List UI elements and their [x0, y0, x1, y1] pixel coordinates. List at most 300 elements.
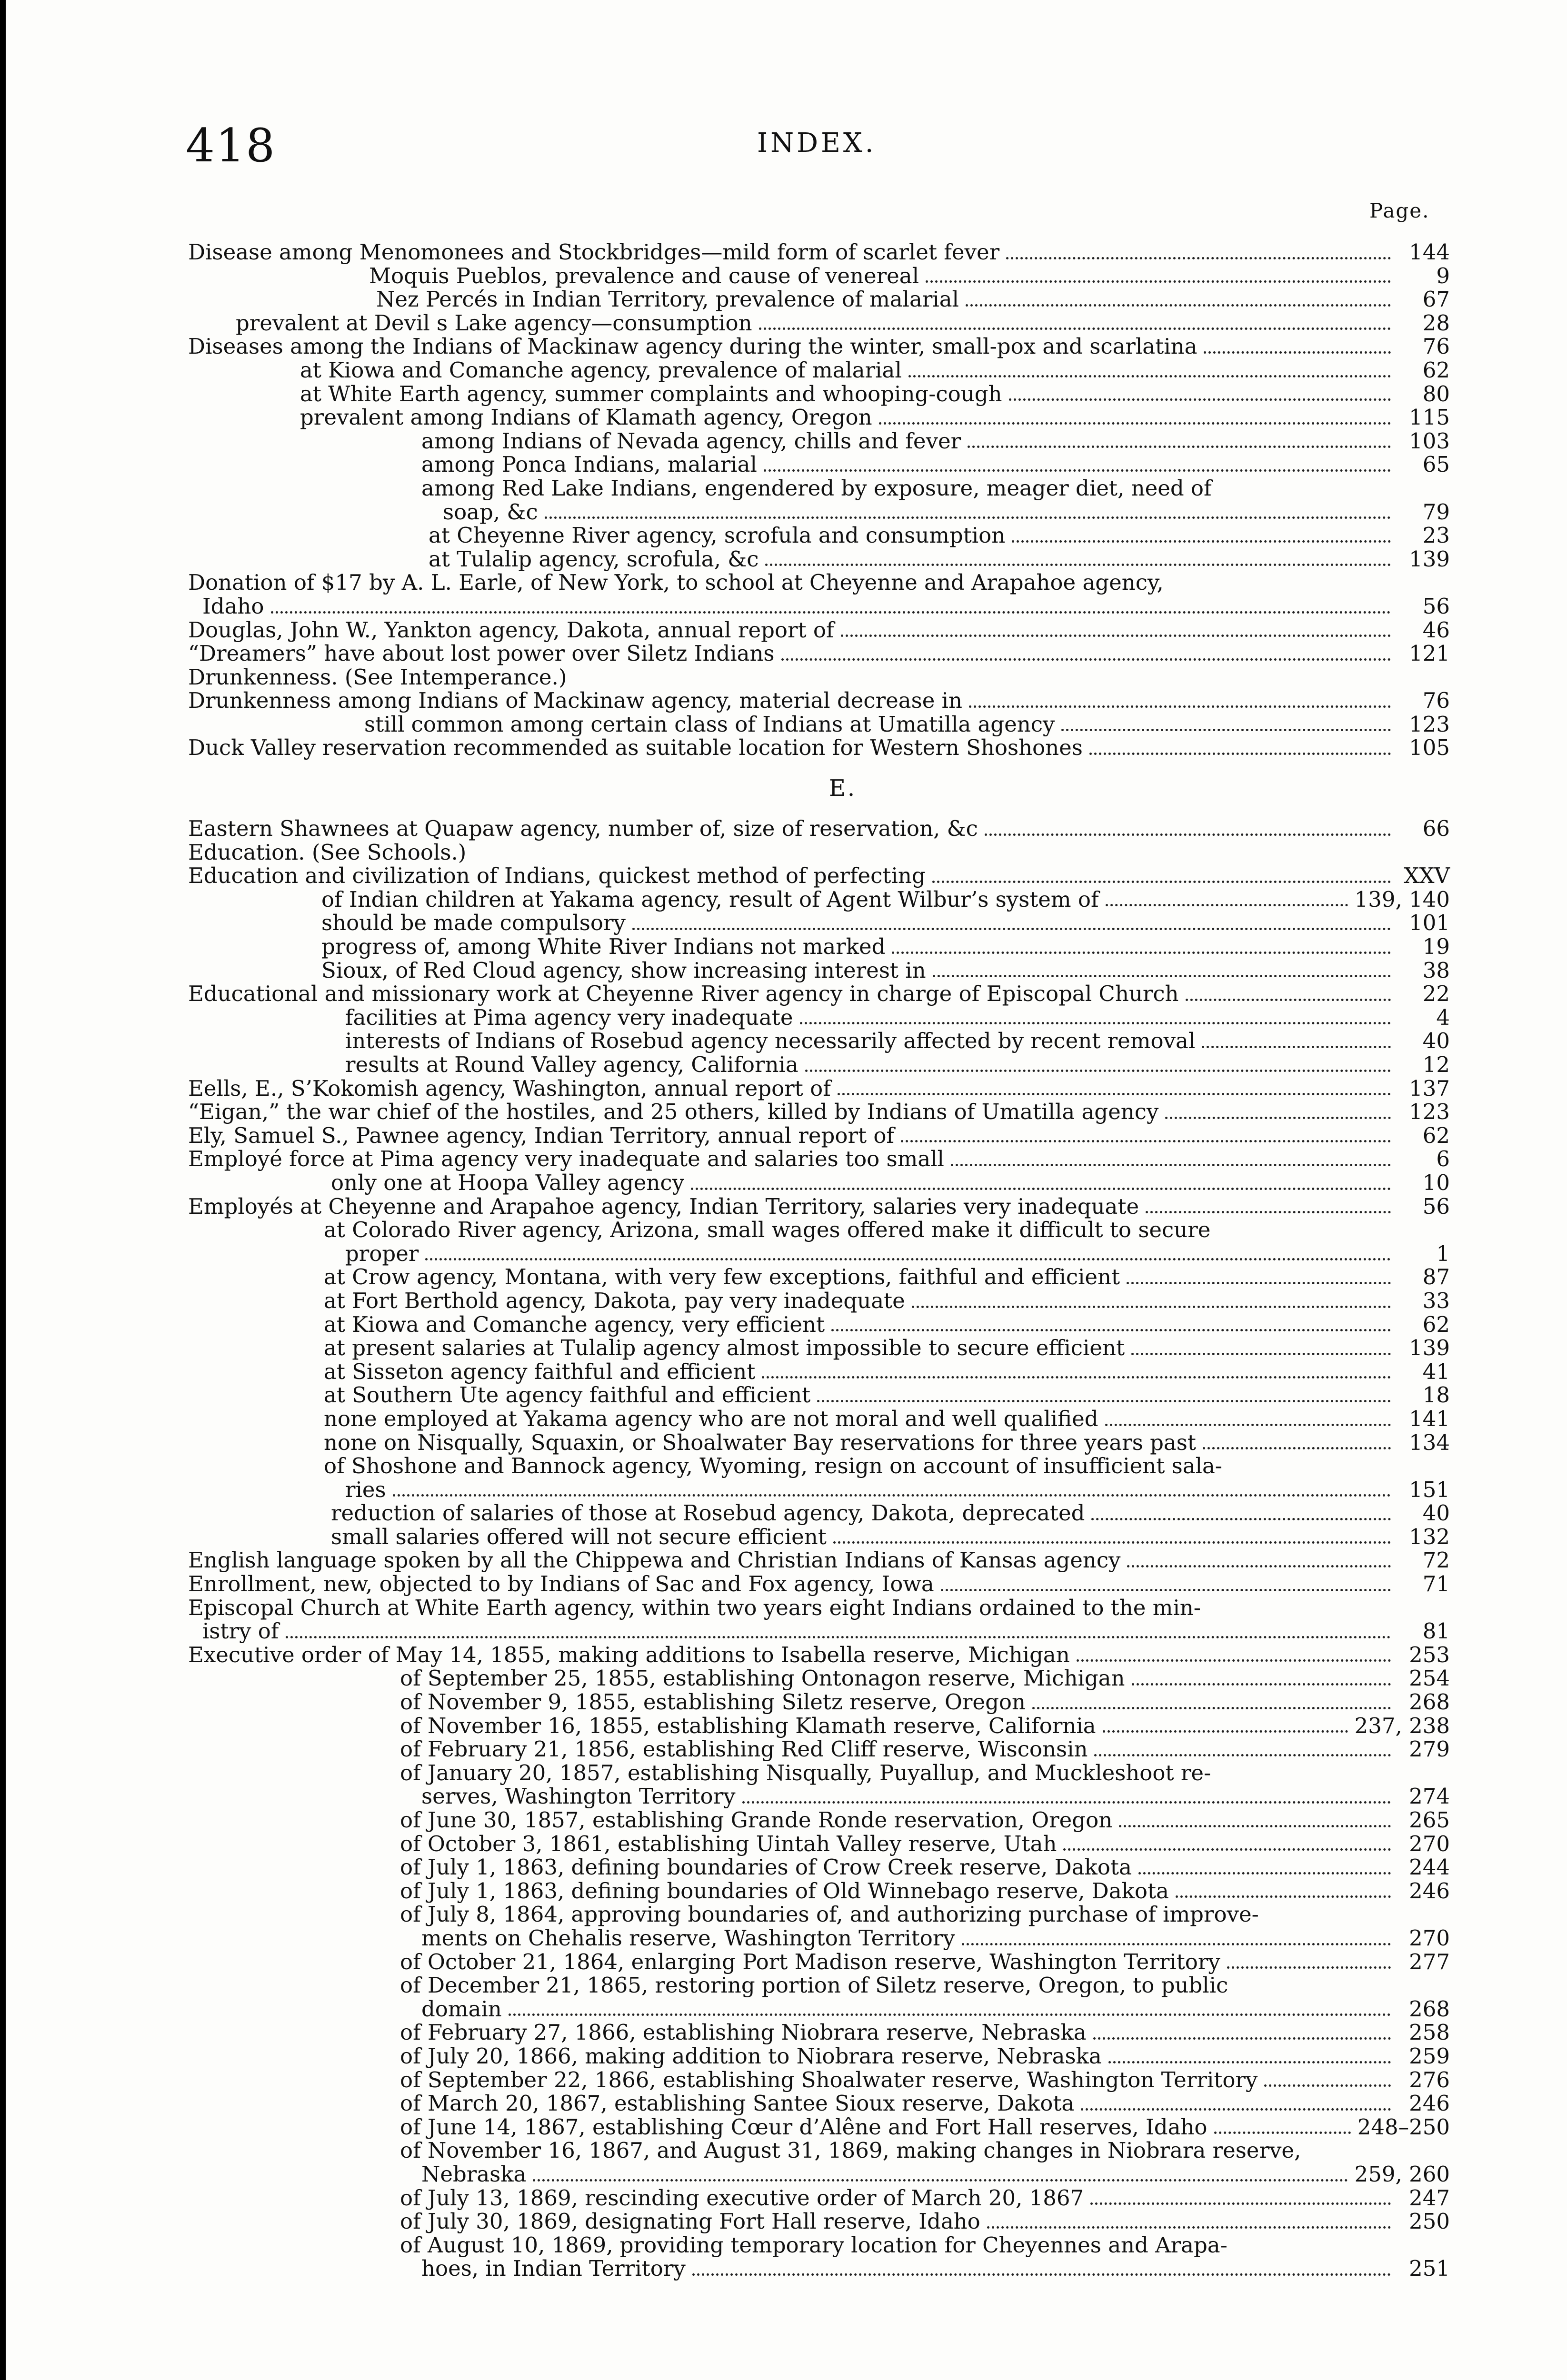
- dot-leader: [1089, 753, 1391, 755]
- entry-text: Moquis Pueblos, prevalence and cause of venereal: [369, 263, 919, 288]
- entry-page-ref: 62: [1422, 1122, 1450, 1148]
- index-entry: [188, 935, 1450, 959]
- page-number: 418: [186, 119, 276, 172]
- entry-text: of June 30, 1857, establishing Grande Ronde reservation, Oregon: [400, 1807, 1113, 1833]
- index-entry: [188, 2092, 1450, 2115]
- index-entry: [188, 1478, 1450, 1502]
- entry-text: still common among certain class of Indians at Umatilla agency: [364, 711, 1055, 737]
- entry-text: Nez Percés in Indian Territory, prevalence of malarial: [376, 287, 959, 312]
- dot-leader: [1061, 729, 1391, 731]
- entry-page-ref: 115: [1409, 405, 1450, 430]
- entry-page-ref: 28: [1422, 310, 1450, 336]
- entry-page-ref: 41: [1422, 1359, 1450, 1384]
- entry-text: at Cheyenne River agency, scrofula and consumption: [429, 523, 1006, 548]
- index-entry: [188, 595, 1450, 618]
- index-entry: [188, 1737, 1450, 1761]
- dot-leader: [962, 1943, 1391, 1945]
- index-entry: [188, 1029, 1450, 1053]
- index-entry: [188, 1407, 1450, 1431]
- entry-page-ref: 246: [1409, 2091, 1450, 2116]
- dot-leader: [1176, 1895, 1391, 1898]
- dot-leader: [966, 304, 1391, 307]
- dot-leader: [833, 1541, 1391, 1544]
- entry-text: prevalent among Indians of Klamath agency, Oregon: [300, 405, 872, 430]
- entry-text: at present salaries at Tulalip agency almost impossible to secure efficient: [324, 1335, 1125, 1361]
- dot-leader: [805, 1070, 1391, 1072]
- index-entry: [188, 1454, 1450, 1478]
- dot-leader: [286, 1636, 1391, 1638]
- entry-text: istry of: [202, 1618, 279, 1644]
- entry-page-ref: 268: [1409, 1996, 1450, 2022]
- index-entry: [188, 1973, 1450, 1997]
- index-entry: [188, 524, 1450, 547]
- entry-text: Duck Valley reservation recommended as suitable location for Western Shoshones: [188, 735, 1083, 761]
- entry-page-ref: 270: [1409, 1831, 1450, 1856]
- index-entry: [188, 240, 1450, 264]
- entry-text: facilities at Pima agency very inadequate: [345, 1004, 793, 1030]
- dot-leader: [831, 1329, 1391, 1331]
- index-entry: [188, 642, 1450, 665]
- dot-leader: [1090, 2202, 1391, 2205]
- index-entry: [188, 665, 1450, 689]
- entry-page-ref: 79: [1422, 499, 1450, 525]
- entry-page-ref: 259, 260: [1354, 2161, 1450, 2187]
- entry-text: of July 13, 1869, rescinding executive order of March 20, 1867: [400, 2185, 1084, 2211]
- entry-page-ref: 251: [1409, 2256, 1450, 2281]
- entry-page-ref: 141: [1409, 1406, 1450, 1431]
- index-entry: [188, 571, 1450, 595]
- index-entry: [188, 1100, 1450, 1124]
- entry-page-ref: 6: [1436, 1146, 1450, 1172]
- entry-page-ref: 237, 238: [1354, 1713, 1450, 1738]
- dot-leader: [425, 1258, 1391, 1260]
- dot-leader: [1165, 1117, 1391, 1119]
- entry-text: serves, Washington Territory: [421, 1784, 736, 1809]
- entry-text: reduction of salaries of those at Rosebud agency, Dakota, deprecated: [331, 1500, 1085, 1526]
- dot-leader: [1077, 1659, 1391, 1662]
- entry-page-ref: 144: [1409, 239, 1450, 265]
- entry-page-ref: 270: [1409, 1925, 1450, 1951]
- index-entry: [188, 1053, 1450, 1077]
- entry-text: none on Nisqually, Squaxin, or Shoalwater Bay reservations for three years past: [324, 1429, 1196, 1455]
- entry-page-ref: 123: [1409, 711, 1450, 737]
- entry-page-ref: 101: [1409, 910, 1450, 936]
- entry-text: of October 3, 1861, establishing Uintah Valley reserve, Utah: [400, 1831, 1057, 1856]
- dot-leader: [1202, 1046, 1391, 1048]
- entry-page-ref: 33: [1422, 1288, 1450, 1313]
- entry-text: Drunkenness among Indians of Mackinaw agency, material decrease in: [188, 688, 962, 714]
- dot-leader: [393, 1494, 1391, 1497]
- dot-leader: [759, 327, 1391, 330]
- entry-text: at White Earth agency, summer complaints and whooping-cough: [300, 381, 1002, 407]
- entry-text: of September 25, 1855, establishing Ontonagon reserve, Michigan: [400, 1666, 1125, 1691]
- dot-leader: [932, 881, 1391, 883]
- entry-page-ref: 279: [1409, 1736, 1450, 1762]
- index-entry: [188, 1360, 1450, 1384]
- index-entry: [188, 689, 1450, 713]
- entry-text: of July 1, 1863, defining boundaries of Old Winnebago reserve, Dakota: [400, 1878, 1169, 1904]
- index-entry: [188, 1265, 1450, 1289]
- entry-text: progress of, among White River Indians not marked: [321, 934, 886, 960]
- index-entry: [188, 1926, 1450, 1950]
- entry-page-ref: 137: [1409, 1075, 1450, 1101]
- index-entry: [188, 358, 1450, 382]
- entry-page-ref: 254: [1409, 1666, 1450, 1691]
- entry-text: should be made compulsory: [321, 910, 626, 936]
- entry-text: Executive order of May 14, 1855, making additions to Isabella reserve, Michigan: [188, 1642, 1070, 1667]
- index-entry: [188, 2257, 1450, 2281]
- index-entry: [188, 888, 1450, 912]
- index-entry: [188, 1619, 1450, 1643]
- entry-page-ref: 139: [1409, 1335, 1450, 1361]
- entry-page-ref: 23: [1422, 523, 1450, 548]
- entry-text: Douglas, John W., Yankton agency, Dakota, annual report of: [188, 617, 834, 643]
- index-entry: [188, 1313, 1450, 1337]
- entry-text: “Eigan,” the war chief of the hostiles, and 25 others, killed by Indians of Umatilla agency: [188, 1099, 1159, 1125]
- dot-leader: [533, 2179, 1347, 2182]
- dot-leader: [1203, 1447, 1391, 1449]
- entry-page-ref: 105: [1409, 735, 1450, 761]
- entry-page-ref: 9: [1436, 263, 1450, 288]
- dot-leader: [1063, 1848, 1391, 1851]
- entry-text: ments on Chehalis reserve, Washington Territory: [421, 1925, 955, 1951]
- entry-page-ref: 38: [1422, 957, 1450, 983]
- entry-text: of August 10, 1869, providing temporary location for Cheyennes and Arapa-: [400, 2232, 1228, 2258]
- index-entry: [188, 982, 1450, 1006]
- entry-page-ref: 4: [1436, 1004, 1450, 1030]
- index-entry: [188, 1690, 1450, 1714]
- entry-page-ref: 274: [1409, 1784, 1450, 1809]
- entry-page-ref: 67: [1422, 287, 1450, 312]
- entry-text: of July 1, 1863, defining boundaries of Crow Creek reserve, Dakota: [400, 1854, 1132, 1880]
- entry-text: of Shoshone and Bannock agency, Wyoming, resign on account of insufficient sala-: [324, 1453, 1223, 1479]
- dot-leader: [941, 1589, 1391, 1591]
- entry-page-ref: 253: [1409, 1642, 1450, 1667]
- entry-text: Employés at Cheyenne and Arapahoe agency, Indian Territory, salaries very inadequate: [188, 1193, 1139, 1219]
- index-entry: [188, 335, 1450, 358]
- entry-page-ref: 268: [1409, 1689, 1450, 1715]
- index-entry: [188, 2162, 1450, 2186]
- dot-leader: [838, 1093, 1391, 1095]
- dot-leader: [968, 446, 1391, 448]
- entry-page-ref: 246: [1409, 1878, 1450, 1904]
- entry-page-ref: 80: [1422, 381, 1450, 407]
- entry-page-ref: 56: [1422, 1193, 1450, 1219]
- dot-leader: [509, 2013, 1391, 2016]
- dot-leader: [762, 1376, 1391, 1378]
- index-entry: [188, 713, 1450, 736]
- entry-page-ref: 132: [1409, 1524, 1450, 1549]
- entry-page-ref: 71: [1422, 1571, 1450, 1597]
- index-entry: [188, 1666, 1450, 1690]
- index-entry: [188, 1548, 1450, 1572]
- dot-leader: [879, 422, 1391, 425]
- entry-page-ref: XXV: [1404, 863, 1450, 889]
- entry-page-ref: 10: [1422, 1170, 1450, 1195]
- entry-text: Idaho: [202, 593, 264, 619]
- entry-page-ref: 22: [1422, 981, 1450, 1007]
- entry-text: of October 21, 1864, enlarging Port Madison reserve, Washington Territory: [400, 1949, 1220, 1974]
- index-entry: [188, 311, 1450, 335]
- index-entry: [188, 1077, 1450, 1101]
- entry-page-ref: 46: [1422, 617, 1450, 643]
- dot-leader: [1119, 1825, 1391, 1827]
- index-entry: [188, 1879, 1450, 1903]
- index-entry: [188, 1501, 1450, 1525]
- entry-text: small salaries offered will not secure efficient: [331, 1524, 827, 1549]
- index-entry: [188, 2139, 1450, 2162]
- dot-leader: [1006, 257, 1391, 259]
- index-entry: [188, 1855, 1450, 1879]
- entry-text: “Dreamers” have about lost power over Siletz Indians: [188, 641, 775, 666]
- entry-page-ref: 277: [1409, 1949, 1450, 1974]
- index-entry: [188, 406, 1450, 429]
- entry-text: of September 22, 1866, establishing Shoalwater reserve, Washington Territory: [400, 2067, 1258, 2092]
- entry-text: Disease among Menomonees and Stockbridges—mild form of scarlet fever: [188, 239, 1000, 265]
- entry-page-ref: 123: [1409, 1099, 1450, 1125]
- entry-text: prevalent at Devil s Lake agency—consumption: [236, 310, 752, 336]
- entry-text: English language spoken by all the Chippewa and Christian Indians of Kansas agency: [188, 1547, 1121, 1573]
- dot-leader: [841, 635, 1391, 637]
- entry-text: of February 27, 1866, establishing Niobrara reserve, Nebraska: [400, 2020, 1087, 2045]
- dot-leader: [1227, 1966, 1391, 1969]
- entry-text: results at Round Valley agency, California: [345, 1052, 798, 1077]
- index-entry: [188, 1124, 1450, 1148]
- dot-leader: [1108, 2061, 1391, 2063]
- entry-text: of March 20, 1867, establishing Santee Sioux reserve, Dakota: [400, 2091, 1075, 2116]
- entry-text: of Indian children at Yakama agency, result of Agent Wilbur’s system of: [321, 886, 1099, 912]
- entry-text: among Ponca Indians, malarial: [421, 452, 757, 477]
- index-entry: [188, 1006, 1450, 1030]
- entry-text: at Tulalip agency, scrofula, &c: [429, 546, 759, 572]
- index-entry: [188, 2044, 1450, 2068]
- entry-page-ref: 139: [1409, 546, 1450, 572]
- entry-text: at Sisseton agency faithful and efficient: [324, 1359, 756, 1384]
- dot-leader: [1094, 1754, 1391, 1756]
- entry-text: at Colorado River agency, Arizona, small wages offered make it difficult to secure: [324, 1217, 1211, 1243]
- dot-leader: [1103, 1730, 1348, 1733]
- dot-leader: [1093, 2037, 1391, 2040]
- dot-leader: [1105, 1424, 1391, 1426]
- entry-text: soap, &c: [443, 499, 538, 525]
- dot-leader: [1214, 2132, 1351, 2134]
- section-letter: E.: [828, 775, 857, 802]
- dot-leader: [800, 1022, 1391, 1024]
- entry-text: at Kiowa and Comanche agency, very efficient: [324, 1311, 825, 1337]
- index-entry: [188, 500, 1450, 524]
- index-entries-d: [188, 240, 1450, 760]
- index-entry: [188, 2068, 1450, 2092]
- dot-leader: [764, 469, 1391, 472]
- entry-text: Eells, E., S’Kokomish agency, Washington, annual report of: [188, 1075, 831, 1101]
- dot-leader: [545, 516, 1391, 519]
- entry-page-ref: 247: [1409, 2185, 1450, 2211]
- index-entry: [188, 1808, 1450, 1832]
- index-entry: [188, 864, 1450, 888]
- index-entry: [188, 841, 1450, 864]
- entry-page-ref: 121: [1409, 641, 1450, 666]
- entry-text: of November 16, 1855, establishing Klamath reserve, California: [400, 1713, 1096, 1738]
- entry-text: Employé force at Pima agency very inadequate and salaries too small: [188, 1146, 944, 1172]
- entry-text: of July 8, 1864, approving boundaries of, and authorizing purchase of improve-: [400, 1902, 1259, 1927]
- entry-page-ref: 134: [1409, 1429, 1450, 1455]
- entry-page-ref: 62: [1422, 1311, 1450, 1337]
- dot-leader: [1132, 1683, 1391, 1686]
- index-entry: [188, 1383, 1450, 1407]
- entry-text: Enrollment, new, objected to by Indians of Sac and Fox agency, Iowa: [188, 1571, 934, 1597]
- entry-page-ref: 1: [1436, 1240, 1450, 1266]
- dot-leader: [1131, 1353, 1391, 1355]
- dot-leader: [1032, 1707, 1391, 1709]
- dot-leader: [271, 611, 1391, 614]
- dot-leader: [933, 975, 1391, 977]
- entry-page-ref: 248–250: [1357, 2114, 1450, 2140]
- entry-text: of July 30, 1869, designating Fort Hall reserve, Idaho: [400, 2209, 980, 2234]
- entry-text: of February 21, 1856, establishing Red Cliff reserve, Wisconsin: [400, 1736, 1088, 1762]
- index-entry: [188, 264, 1450, 288]
- dot-leader: [742, 1801, 1391, 1804]
- index-entry: [188, 382, 1450, 406]
- entry-text: among Indians of Nevada agency, chills and fever: [421, 428, 961, 454]
- index-entry: [188, 1832, 1450, 1856]
- dot-leader: [912, 1306, 1391, 1308]
- entry-page-ref: 76: [1422, 334, 1450, 359]
- index-entry: [188, 1289, 1450, 1313]
- index-entry: [188, 1171, 1450, 1195]
- entry-page-ref: 19: [1422, 934, 1450, 960]
- dot-leader: [1012, 540, 1391, 543]
- entry-text: at Fort Berthold agency, Dakota, pay very inadequate: [324, 1288, 905, 1313]
- entry-page-ref: 103: [1409, 428, 1450, 454]
- dot-leader: [692, 2273, 1391, 2276]
- entry-text: of June 14, 1867, establishing Cœur d’Alêne and Fort Hall reserves, Idaho: [400, 2114, 1208, 2140]
- entry-text: Nebraska: [421, 2161, 527, 2187]
- dot-leader: [1009, 398, 1391, 401]
- entry-text: of November 16, 1867, and August 31, 1869, making changes in Niobrara reserve,: [400, 2138, 1301, 2163]
- entry-text: Eastern Shawnees at Quapaw agency, number of, size of reservation, &c: [188, 816, 978, 842]
- index-entry: [188, 1336, 1450, 1360]
- entry-page-ref: 62: [1422, 357, 1450, 383]
- index-entry: [188, 1147, 1450, 1171]
- entry-text: Drunkenness. (See Intemperance.): [188, 664, 567, 690]
- entry-text: among Red Lake Indians, engendered by exposure, meager diet, need of: [421, 475, 1212, 501]
- entry-text: at Kiowa and Comanche agency, prevalence of malarial: [300, 357, 902, 383]
- entry-text: Education and civilization of Indians, quickest method of perfecting: [188, 863, 926, 889]
- dot-leader: [632, 928, 1391, 930]
- scan-edge-left: [0, 0, 6, 2380]
- index-entry: [188, 1525, 1450, 1549]
- index-entry: [188, 1761, 1450, 1785]
- entry-page-ref: 40: [1422, 1500, 1450, 1526]
- entry-page-ref: 65: [1422, 452, 1450, 477]
- dot-leader: [908, 375, 1391, 377]
- index-entry: [188, 736, 1450, 760]
- entry-page-ref: 72: [1422, 1547, 1450, 1573]
- index-entry: [188, 618, 1450, 642]
- dot-leader: [1146, 1211, 1391, 1213]
- index-entry: [188, 959, 1450, 982]
- dot-leader: [1204, 351, 1391, 354]
- index-entry: [188, 1643, 1450, 1667]
- index-entry: [188, 1218, 1450, 1242]
- entry-page-ref: 250: [1409, 2209, 1450, 2234]
- entry-text: ries: [345, 1477, 386, 1502]
- entry-text: proper: [345, 1240, 419, 1266]
- dot-leader: [901, 1140, 1391, 1142]
- index-entry: [188, 1714, 1450, 1738]
- entry-page-ref: 56: [1422, 593, 1450, 619]
- index-entry: [188, 2021, 1450, 2044]
- index-entry: [188, 288, 1450, 311]
- index-entries-e: [188, 817, 1450, 2281]
- entry-text: Sioux, of Red Cloud agency, show increasing interest in: [321, 957, 926, 983]
- index-entry: [188, 817, 1450, 841]
- entry-page-ref: 244: [1409, 1854, 1450, 1880]
- entry-page-ref: 139, 140: [1354, 886, 1450, 912]
- entry-text: at Crow agency, Montana, with very few exceptions, faithful and efficient: [324, 1264, 1120, 1290]
- dot-leader: [1127, 1565, 1391, 1567]
- index-entry: [188, 1950, 1450, 1974]
- dot-leader: [765, 564, 1391, 566]
- entry-text: Donation of $17 by A. L. Earle, of New York, to school at Cheyenne and Arapahoe agency,: [188, 570, 1164, 595]
- index-entry: [188, 1596, 1450, 1620]
- entry-page-ref: 265: [1409, 1807, 1450, 1833]
- dot-leader: [1081, 2108, 1391, 2111]
- entry-text: only one at Hoopa Valley agency: [331, 1170, 684, 1195]
- entry-text: Ely, Samuel S., Pawnee agency, Indian Territory, annual report of: [188, 1122, 895, 1148]
- running-head: INDEX.: [757, 128, 877, 159]
- entry-text: Diseases among the Indians of Mackinaw agency during the winter, small-pox and scarlatina: [188, 334, 1198, 359]
- dot-leader: [987, 2226, 1391, 2229]
- entry-page-ref: 76: [1422, 688, 1450, 714]
- dot-leader: [1264, 2084, 1391, 2087]
- dot-leader: [969, 705, 1391, 708]
- index-content: [188, 240, 1450, 2281]
- index-entry: [188, 453, 1450, 476]
- index-entry: [188, 1242, 1450, 1266]
- index-entry: [188, 911, 1450, 935]
- dot-leader: [1127, 1282, 1391, 1284]
- index-entry: [188, 2115, 1450, 2139]
- entry-text: interests of Indians of Rosebud agency necessarily affected by recent removal: [345, 1028, 1196, 1054]
- entry-text: of November 9, 1855, establishing Siletz reserve, Oregon: [400, 1689, 1026, 1715]
- dot-leader: [892, 952, 1391, 954]
- index-entry: [188, 547, 1450, 571]
- entry-page-ref: 276: [1409, 2067, 1450, 2092]
- index-entry: [188, 1431, 1450, 1455]
- dot-leader: [1106, 904, 1348, 906]
- dot-leader: [951, 1164, 1391, 1166]
- entry-text: at Southern Ute agency faithful and efficient: [324, 1382, 811, 1408]
- dot-leader: [926, 280, 1391, 283]
- index-entry: [188, 2233, 1450, 2257]
- entry-text: Education. (See Schools.): [188, 839, 467, 865]
- dot-leader: [1186, 999, 1391, 1001]
- index-entry: [188, 429, 1450, 453]
- entry-text: Educational and missionary work at Cheyenne River agency in charge of Episcopal Church: [188, 981, 1179, 1007]
- entry-page-ref: 258: [1409, 2020, 1450, 2045]
- entry-text: of January 20, 1857, establishing Nisqually, Puyallup, and Muckleshoot re-: [400, 1760, 1211, 1785]
- index-entry: [188, 2210, 1450, 2233]
- entry-page-ref: 40: [1422, 1028, 1450, 1054]
- index-entry: [188, 1572, 1450, 1596]
- index-entry: [188, 1997, 1450, 2021]
- index-entry: [188, 1785, 1450, 1808]
- entry-page-ref: 18: [1422, 1382, 1450, 1408]
- entry-text: domain: [421, 1996, 502, 2022]
- dot-leader: [817, 1400, 1391, 1402]
- entry-page-ref: 12: [1422, 1052, 1450, 1077]
